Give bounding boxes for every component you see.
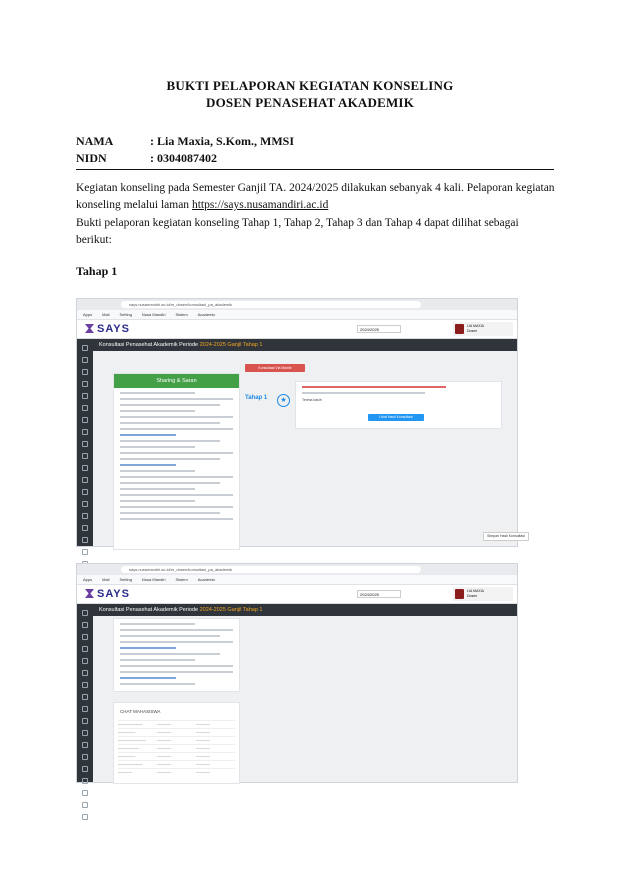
- table-row: ———————— ———— ————: [118, 736, 235, 744]
- report-title-line2: DOSEN PENASEHAT AKADEMIK: [205, 95, 415, 110]
- bookmarks-bar: Apps Mail Setting Nusa Mandiri Sistem Academic: [77, 310, 517, 320]
- view-results-button: Lihat Hasil Konsultasi: [368, 414, 424, 421]
- app-header: [77, 320, 517, 339]
- browser-tabbar: [77, 299, 517, 310]
- avatar: [455, 324, 464, 334]
- table-row: ————— ———— ————: [118, 728, 235, 736]
- logo-mark-icon: [85, 324, 94, 333]
- student-chat-list: [113, 702, 240, 784]
- nama-label: NAMA: [76, 134, 114, 148]
- says-link[interactable]: https://says.nusamandiri.ac.id: [191, 199, 329, 211]
- page-titlebar: Konsultasi Penasehat Akademik Periode 2024-2025 Ganjil Tahap 1: [93, 339, 517, 351]
- intro-text: Kegiatan konseling pada Semester Ganjil TA. 2024/2025 dilakukan sebanyak 4 kali. Pelaporan kegiatan konseling melalui laman: [76, 182, 555, 211]
- bookmarks-bar: Apps Mail Setting Nusa Mandiri Sistem Academic: [77, 575, 517, 585]
- screenshot-tahap-1-continued: [76, 563, 518, 783]
- sharing-card: [113, 373, 240, 550]
- table-row: ————— ———— ————: [118, 752, 235, 760]
- save-results-button: Simpan Hasil Konsultasi: [483, 532, 529, 541]
- nama-value: : Lia Maxia, S.Kom., MMSI: [150, 134, 294, 148]
- sharing-card-tail: [113, 618, 240, 692]
- star-icon: ★: [277, 394, 290, 407]
- nidn-value: : 0304087402: [150, 151, 217, 165]
- sharing-card-header: Sharing & Saran: [114, 374, 239, 388]
- table-row: ——————— ———— ————: [118, 760, 235, 768]
- address-bar: says.nusamandiri.ac.id/m_dosen/konsultasi_pa_akademik: [121, 301, 421, 308]
- notice-text: Terima kasih: [302, 398, 322, 402]
- report-title-line1: BUKTI PELAPORAN KEGIATAN KONSELING: [166, 78, 454, 93]
- nama-row: [76, 134, 294, 149]
- page-content: [93, 351, 525, 546]
- says-logo: SAYS: [85, 588, 130, 600]
- logo-mark-icon: [85, 589, 94, 598]
- screenshot-tahap-1: [76, 298, 525, 547]
- avatar: [455, 589, 464, 599]
- user-menu: LIA MAXIA Dosen: [453, 322, 513, 336]
- evidence-paragraph: Bukti pelaporan kegiatan konseling Tahap 1, Tahap 2, Tahap 3 dan Tahap 4 dapat dilihat sebagai berikut:: [76, 217, 519, 246]
- chat-list-header: CHAT MAHASISWA: [120, 709, 161, 714]
- app-header: [77, 585, 517, 604]
- notice-card: [295, 381, 502, 429]
- header-divider: [76, 169, 554, 170]
- sidebar: [77, 604, 93, 782]
- period-select: 2024/2025: [357, 325, 401, 333]
- page-content: [93, 616, 517, 782]
- user-menu: LIA MAXIA Dosen: [453, 587, 513, 601]
- mobile-consult-button: Konsultasi Via Mobile: [245, 364, 305, 372]
- browser-tabbar: [77, 564, 517, 575]
- nidn-row: [76, 151, 217, 166]
- address-bar: says.nusamandiri.ac.id/m_dosen/konsultasi_pa_akademik: [121, 566, 421, 573]
- table-row: ——————— ———— ————: [118, 720, 235, 728]
- table-row: ———— ———— ————: [118, 768, 235, 776]
- tahap-badge: Tahap 1: [245, 395, 268, 401]
- period-select: 2024/2025: [357, 590, 401, 598]
- page-titlebar: Konsultasi Penasehat Akademik Periode 2024-2025 Ganjil Tahap 1: [93, 604, 517, 616]
- section-tahap-1: Tahap 1: [76, 264, 118, 278]
- says-logo: SAYS: [85, 323, 130, 335]
- nidn-label: NIDN: [76, 151, 107, 165]
- intro-paragraph: [76, 180, 556, 214]
- table-row: —————— ———— ————: [118, 744, 235, 752]
- sidebar: [77, 339, 93, 546]
